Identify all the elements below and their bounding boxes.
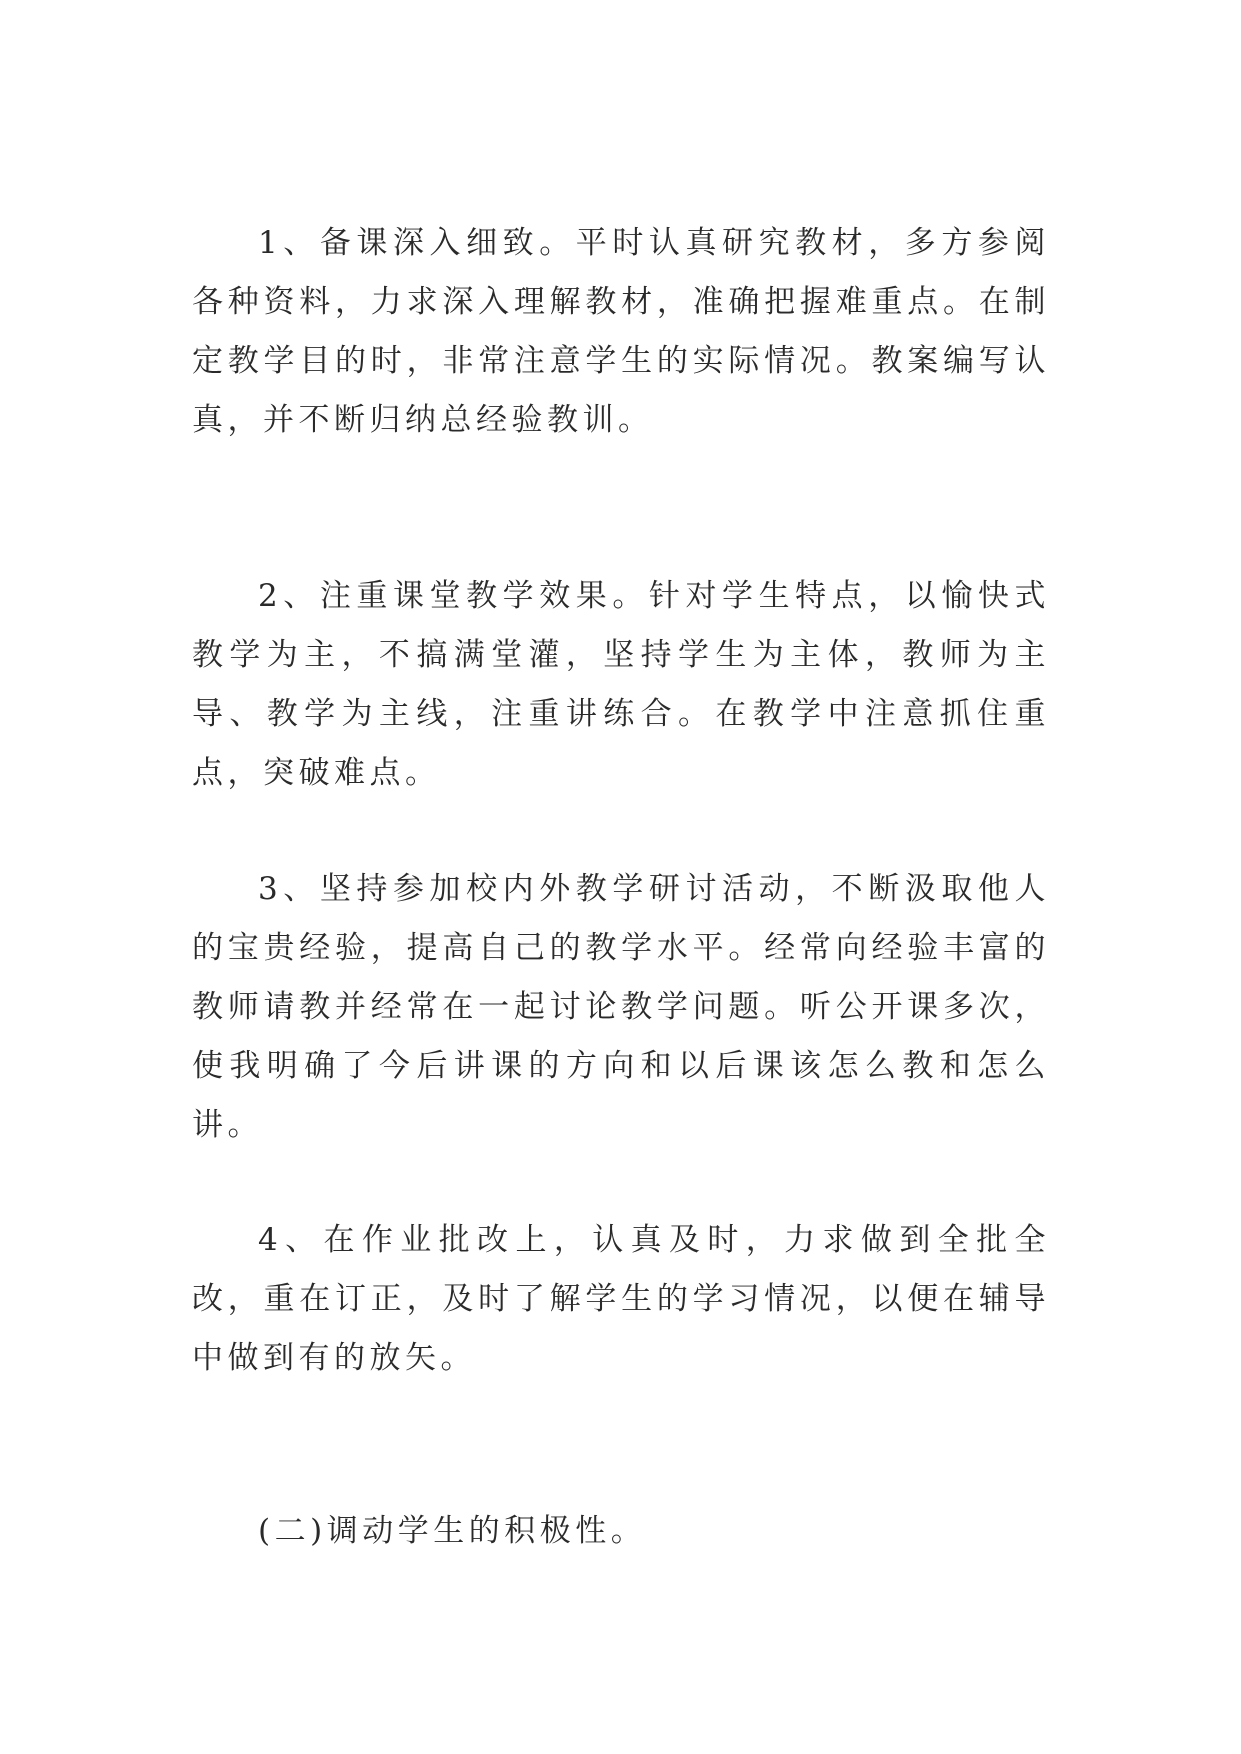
paragraph-homework-correction: 4、在作业批改上，认真及时，力求做到全批全改，重在订正，及时了解学生的学习情况，以便在辅导中做到有的放矢。: [192, 1222, 1050, 1376]
paragraph-teaching-research: 3、坚持参加校内外教学研讨活动，不断汲取他人的宝贵经验，提高自己的教学水平。经常向经验丰富的教师请教并经常在一起讨论教学问题。听公开课多次，使我明确了今后讲课的方向和以后课该怎么教和怎么讲。: [192, 871, 1050, 1143]
section-heading-student-motivation: (二)调动学生的积极性。: [258, 1513, 647, 1549]
paragraph-classroom-effect: 2、注重课堂教学效果。针对学生特点，以愉快式教学为主，不搞满堂灌，坚持学生为主体，教师为主导、教学为主线，注重讲练合。在教学中注意抓住重点，突破难点。: [192, 578, 1050, 791]
paragraph-lesson-preparation: 1、备课深入细致。平时认真研究教材，多方参阅各种资料，力求深入理解教材，准确把握难重点。在制定教学目的时，非常注意学生的实际情况。教案编写认真，并不断归纳总经验教训。: [192, 225, 1050, 438]
